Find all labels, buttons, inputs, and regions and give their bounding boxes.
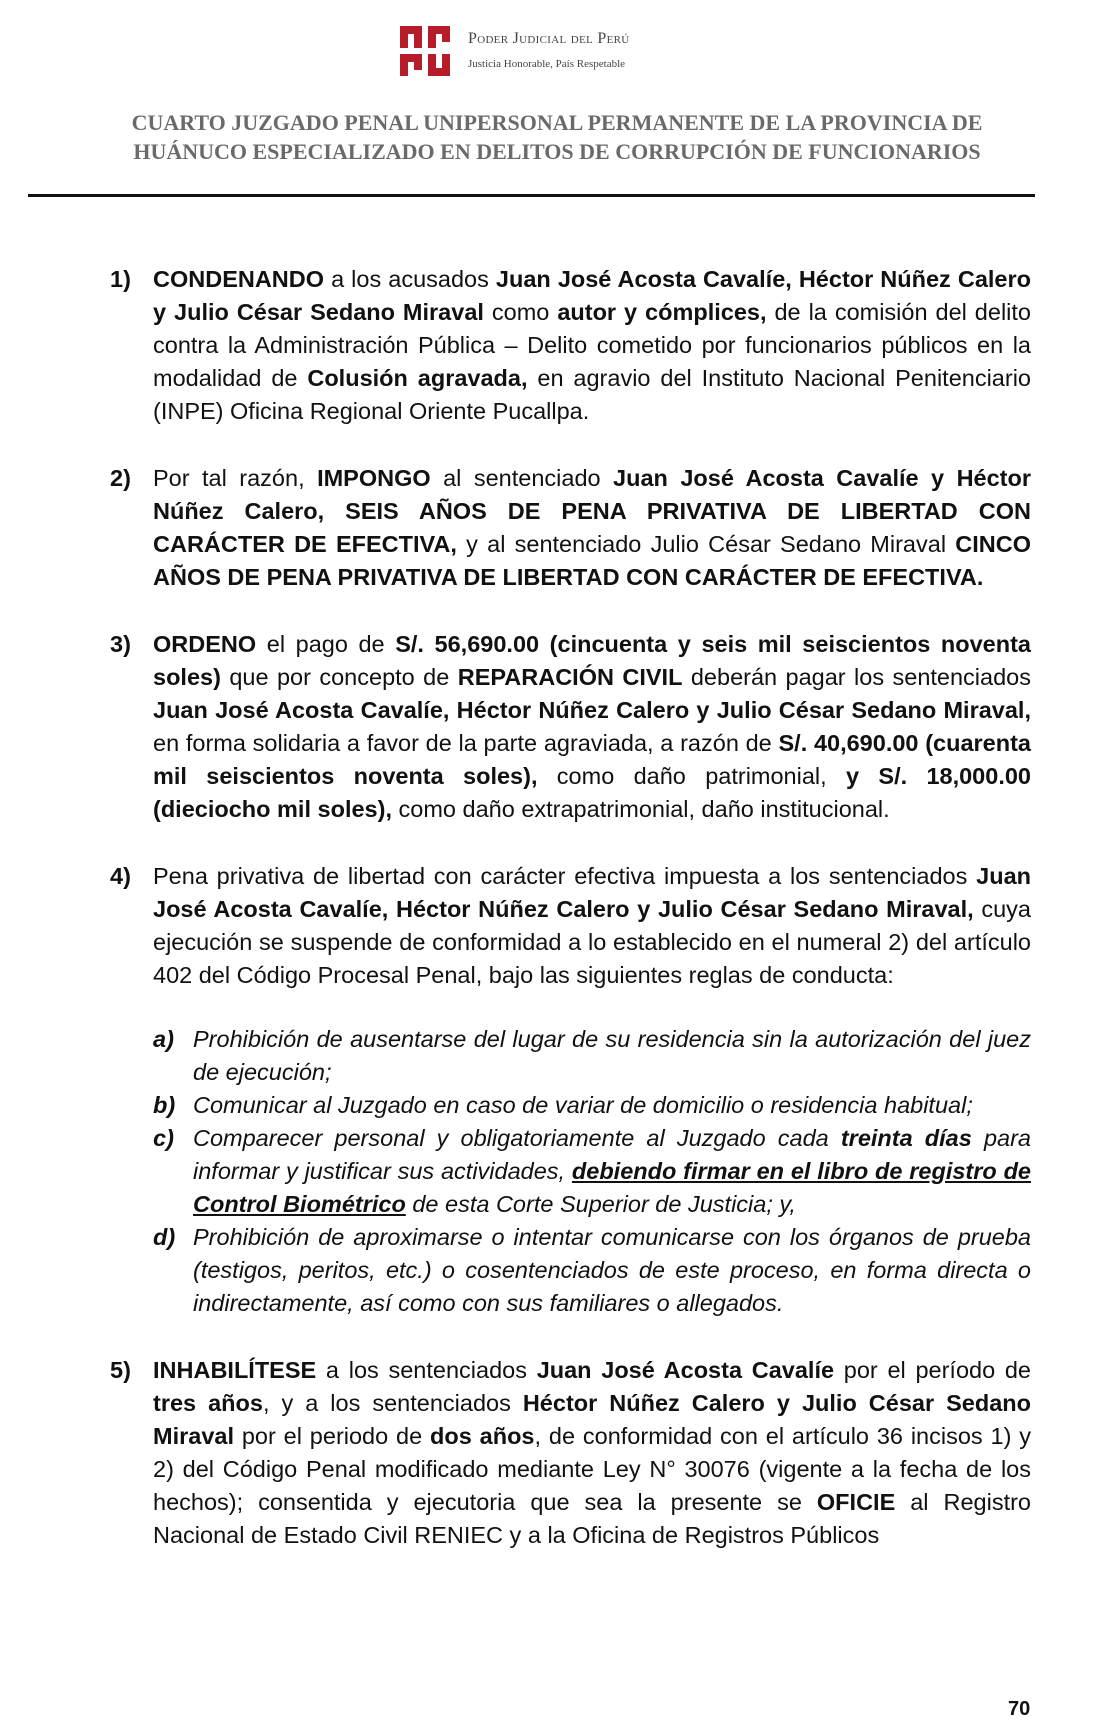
text-segment: como daño patrimonial,: [537, 763, 846, 789]
bold-text: IMPONGO: [317, 465, 431, 491]
bold-text: CINCO AÑOS DE PENA PRIVATIVA DE LIBERTAD CON CARÁCTER DE EFECTIVA.: [153, 531, 1031, 590]
rule-letter: b): [153, 1092, 176, 1118]
text-segment: por el periodo de: [234, 1423, 431, 1449]
text-segment: , de conformidad con el artículo 36 incisos 1) y 2) del Código Penal modificado mediante Ley N° 30076 (vigente a la fecha de los hechos); consentida y ejecutoria que sea la presente se: [153, 1423, 1031, 1515]
bold-text: autor y cómplices,: [557, 299, 767, 325]
court-title-line-2: HUÁNUCO ESPECIALIZADO EN DELITOS DE CORRUPCIÓN DE FUNCIONARIOS: [133, 139, 981, 164]
conduct-rule: [153, 1122, 1031, 1221]
page-number: 70: [1008, 1698, 1031, 1720]
rule-letter: a): [153, 1026, 174, 1052]
bold-text: dos años: [430, 1423, 535, 1449]
underlined-text: debiendo firmar en el libro de registro de Control Biométrico: [193, 1158, 1031, 1217]
conduct-rules-list: [153, 1023, 1031, 1320]
bold-text: REPARACIÓN CIVIL: [457, 664, 683, 690]
text-segment: a los sentenciados: [316, 1357, 537, 1383]
letterhead: [0, 20, 1114, 82]
text-segment: que por concepto de: [220, 664, 458, 690]
conduct-rule: [153, 1023, 1031, 1089]
bold-text: Juan José Acosta Cavalíe: [536, 1357, 835, 1383]
resolution-item: [0, 263, 1114, 428]
bold-text: tres años: [153, 1390, 263, 1416]
text-segment: de la comisión del delito contra la Administración Pública – Delito cometido por funcionarios públicos en la modalidad de: [153, 299, 1031, 391]
text-segment: al sentenciado: [430, 465, 614, 491]
rule-letter: d): [153, 1224, 176, 1250]
poder-judicial-logo-icon: [398, 24, 452, 78]
bold-text: Juan José Acosta Cavalíe, Héctor Núñez Calero y Julio César Sedano Miraval,: [153, 697, 1031, 723]
text-segment: de esta Corte Superior de Justicia; y,: [405, 1191, 796, 1217]
item-text: [153, 263, 1031, 428]
text-segment: como: [483, 299, 558, 325]
court-title: [30, 108, 1084, 166]
text-segment: , y a los sentenciados: [262, 1390, 523, 1416]
text-segment: el pago de: [256, 631, 396, 657]
text-segment: por el período de: [834, 1357, 1032, 1383]
bold-text: OFICIE: [816, 1489, 896, 1515]
text-segment: como daño extrapatrimonial, daño institucional.: [391, 796, 890, 822]
text-segment: al Registro Nacional de Estado Civil RENIEC y a la Oficina de Registros Públicos: [153, 1489, 1031, 1548]
resolution-item: [0, 1354, 1114, 1552]
org-name: Poder Judicial del Perú: [468, 30, 630, 47]
text-segment: Por tal razón,: [153, 465, 318, 491]
bold-text: S/. 40,690.00 (cuarenta mil seiscientos noventa soles),: [153, 730, 1031, 789]
bold-text: Juan José Acosta Cavalíe, Héctor Núñez Calero y Julio César Sedano Miraval: [153, 266, 1031, 325]
resolution-item: [0, 462, 1114, 594]
bold-text: ORDENO: [153, 631, 257, 657]
rule-letter: c): [153, 1125, 174, 1151]
bold-text: INHABILÍTESE: [153, 1357, 317, 1383]
text-segment: Comunicar al Juzgado en caso de variar de domicilio o residencia habitual;: [193, 1092, 973, 1118]
item-number: 4): [110, 863, 131, 889]
item-number: 2): [110, 465, 131, 491]
text-segment: y al sentenciado Julio César Sedano Miraval: [456, 531, 956, 557]
org-motto: Justicia Honorable, País Respetable: [468, 58, 626, 70]
resolution-item: [0, 628, 1114, 826]
resolution-item: [0, 860, 1114, 1320]
text-segment: Prohibición de ausentarse del lugar de su residencia sin la autorización del juez de ejecución;: [193, 1026, 1031, 1085]
resolution-body: [0, 263, 1114, 1586]
header-divider: [28, 194, 1035, 197]
item-number: 1): [110, 266, 131, 292]
text-segment: en forma solidaria a favor de la parte agraviada, a razón de: [153, 730, 779, 756]
item-text: [153, 1354, 1031, 1552]
court-title-line-1: CUARTO JUZGADO PENAL UNIPERSONAL PERMANENTE DE LA PROVINCIA DE: [131, 110, 983, 135]
bold-text: S/. 56,690.00 (cincuenta y seis mil seiscientos noventa soles): [153, 631, 1032, 690]
conduct-rule: [153, 1221, 1031, 1320]
bold-text: y S/. 18,000.00 (dieciocho mil soles),: [153, 763, 1031, 822]
text-segment: Pena privativa de libertad con carácter efectiva impuesta a los sentenciados: [153, 863, 977, 889]
text-segment: en agravio del Instituto Nacional Penitenciario (INPE) Oficina Regional Oriente Pucallpa.: [153, 365, 1031, 424]
text-segment: cuya ejecución se suspende de conformidad a lo establecido en el numeral 2) del artículo 402 del Código Procesal Penal, bajo las siguientes reglas de conducta:: [153, 896, 1032, 988]
text-segment: Prohibición de aproximarse o intentar comunicarse con los órganos de prueba (testigos, peritos, etc.) o cosentenciados de este proceso, en forma directa o indirectamente, así como con sus familiares o allegados.: [193, 1224, 1031, 1316]
conduct-rule: [153, 1089, 1031, 1122]
item-text: [153, 628, 1031, 826]
bold-text: Colusión agravada,: [307, 365, 528, 391]
item-number: 5): [110, 1357, 131, 1383]
bold-text: treinta días: [840, 1125, 972, 1151]
item-number: 3): [110, 631, 131, 657]
text-segment: a los acusados: [324, 266, 496, 292]
item-text: [153, 860, 1031, 992]
bold-text: CONDENANDO: [153, 266, 325, 292]
bold-text: Héctor Núñez Calero y Julio César Sedano Miraval: [153, 1390, 1031, 1449]
bold-text: Juan José Acosta Cavalíe, Héctor Núñez Calero y Julio César Sedano Miraval,: [153, 863, 1031, 922]
text-segment: deberán pagar los sentenciados: [682, 664, 1031, 690]
text-segment: Comparecer personal y obligatoriamente al Juzgado cada: [193, 1125, 841, 1151]
item-text: [153, 462, 1031, 594]
bold-text: Juan José Acosta Cavalíe y Héctor Núñez Calero, SEIS AÑOS DE PENA PRIVATIVA DE LIBERTAD CON CARÁCTER DE EFECTIVA,: [153, 465, 1032, 557]
text-segment: para informar y justificar sus actividades,: [193, 1125, 1031, 1184]
